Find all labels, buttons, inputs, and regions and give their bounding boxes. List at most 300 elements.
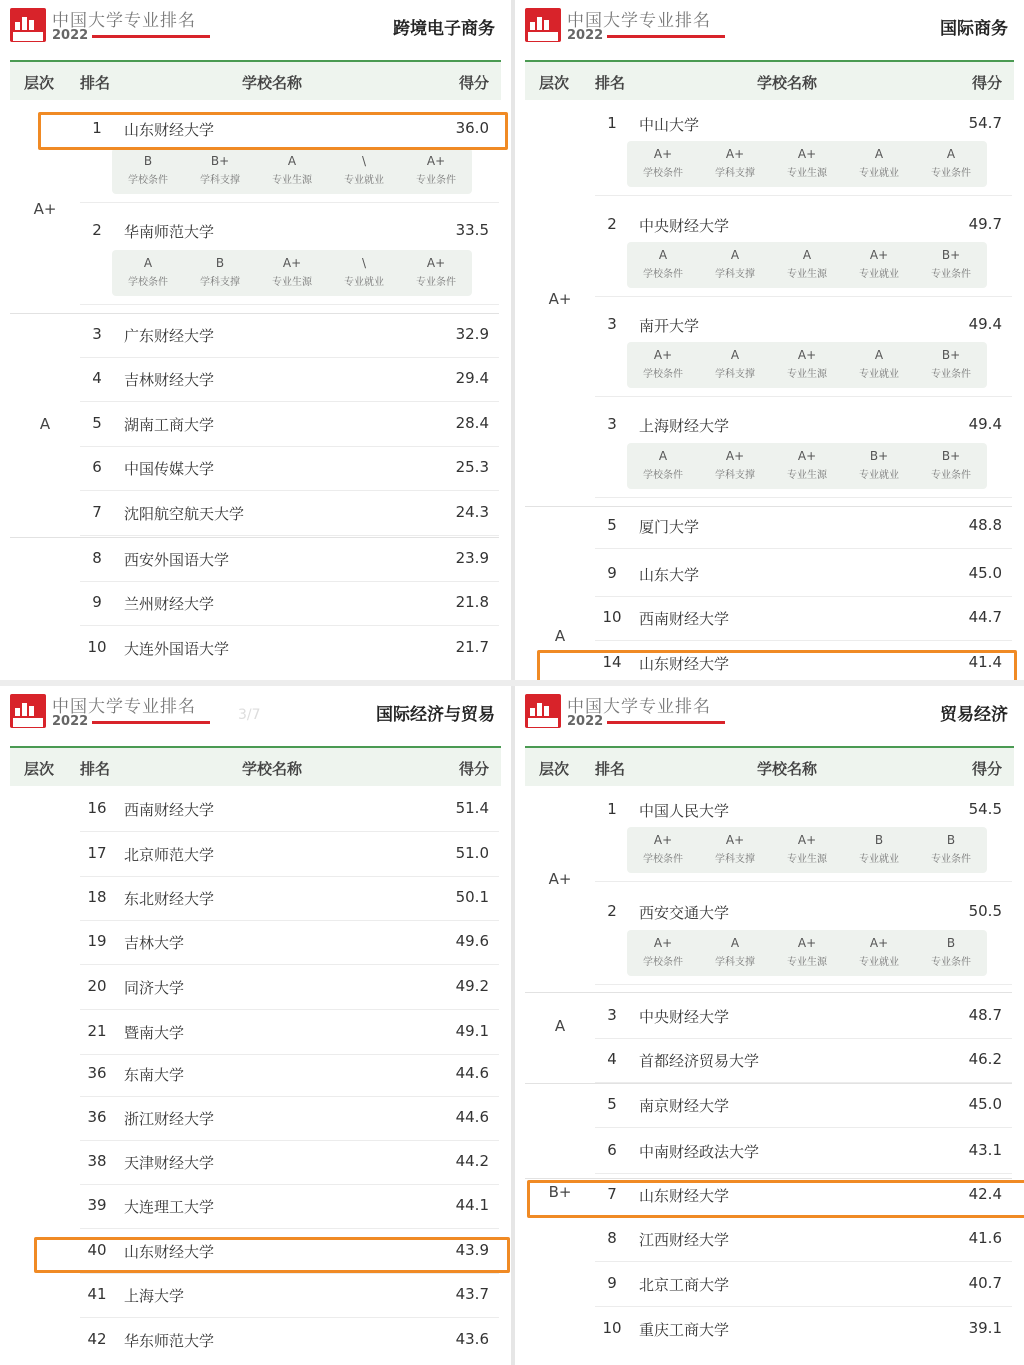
indicator-school [112, 256, 184, 288]
school-name: 天津财经大学 [124, 1154, 215, 1172]
school-score: 50.1 [455, 888, 489, 906]
brand-underline [607, 35, 725, 38]
school-name: 山东财经大学 [124, 1243, 215, 1261]
indicator-grade: B [215, 256, 225, 270]
indicator-grade: B+ [869, 449, 889, 463]
school-score: 32.9 [455, 325, 489, 343]
sub-indicator-card [627, 242, 987, 288]
indicator-grade: B [874, 833, 884, 847]
school-score: 48.8 [968, 516, 1002, 534]
ranking-row[interactable] [595, 1038, 1012, 1082]
logo-bar [15, 22, 20, 30]
indicator-grade: A+ [797, 936, 817, 950]
indicator-label: 学校条件 [643, 854, 683, 865]
logo-tag [528, 32, 558, 41]
school-score: 42.4 [968, 1185, 1002, 1203]
indicator-school [627, 936, 699, 968]
indicator-label: 专业就业 [344, 277, 384, 288]
rank-number: 7 [607, 1185, 617, 1203]
ranking-row[interactable] [80, 1140, 499, 1184]
col-name-header: 学校名称 [757, 74, 818, 92]
logo-tag [13, 32, 43, 41]
ranking-row[interactable] [80, 876, 499, 920]
indicator-grade: A+ [797, 449, 817, 463]
major-subject-title: 跨境电子商务 [393, 19, 495, 39]
brand-underline [92, 721, 210, 724]
panel-cross-border-ecommerce [0, 0, 511, 680]
indicator-label: 学校条件 [643, 470, 683, 481]
indicator-grade: A+ [725, 833, 745, 847]
rank-number: 3 [607, 315, 617, 333]
indicator-label: 学校条件 [643, 269, 683, 280]
school-name: 华东师范大学 [124, 1332, 215, 1350]
ranking-row[interactable] [80, 787, 499, 831]
tier-label: A+ [33, 199, 57, 218]
rank-number: 5 [607, 516, 617, 534]
rank-number: 8 [607, 1229, 617, 1247]
logo-bar [544, 706, 549, 716]
ranking-row[interactable] [595, 203, 1012, 247]
ranking-row[interactable] [80, 402, 499, 446]
indicator-discipline [699, 833, 771, 865]
ranking-row[interactable] [595, 1217, 1012, 1261]
rank-number: 10 [87, 638, 107, 656]
rank-number: 9 [92, 593, 102, 611]
rank-number: 6 [92, 458, 102, 476]
ranking-row[interactable] [595, 552, 1012, 596]
school-name: 湖南工商大学 [124, 416, 215, 434]
indicator-label: 专业条件 [416, 277, 456, 288]
indicator-grade: A [730, 248, 740, 262]
ruanke-logo [525, 8, 561, 42]
panel-international-business [515, 0, 1024, 680]
school-name: 江西财经大学 [639, 1231, 730, 1249]
ranking-year: 2022 [567, 714, 604, 729]
school-score: 23.9 [455, 549, 489, 567]
ranking-row[interactable] [595, 1262, 1012, 1306]
ranking-row[interactable] [595, 1129, 1012, 1173]
col-rank-header: 排名 [595, 74, 626, 92]
indicator-label: 专业就业 [859, 269, 899, 280]
ranking-row[interactable] [80, 209, 499, 253]
indicator-grade: B+ [941, 248, 961, 262]
ranking-row[interactable] [595, 788, 1012, 832]
sub-indicator-card [627, 443, 987, 489]
indicator-label: 专业生源 [272, 277, 312, 288]
school-score: 24.3 [455, 503, 489, 521]
indicator-label: 专业条件 [416, 175, 456, 186]
brand-title: 中国大学专业排名 [52, 697, 196, 717]
highlight-box [34, 1237, 510, 1273]
rank-number: 3 [607, 415, 617, 433]
school-name: 首都经济贸易大学 [639, 1052, 760, 1070]
ranking-row[interactable] [595, 504, 1012, 548]
indicator-conditions [915, 348, 987, 380]
indicator-conditions [400, 256, 472, 288]
brand-title: 中国大学专业排名 [567, 697, 711, 717]
indicator-label: 学科支撑 [715, 470, 755, 481]
row-divider [80, 202, 499, 203]
school-score: 28.4 [455, 414, 489, 432]
ranking-row[interactable] [80, 357, 499, 401]
rank-number: 17 [87, 844, 107, 862]
rank-number: 36 [87, 1064, 107, 1082]
indicator-grade: A+ [797, 348, 817, 362]
indicator-grade: A [874, 348, 884, 362]
indicator-label: 学科支撑 [715, 168, 755, 179]
school-name: 华南师范大学 [124, 223, 215, 241]
ranking-row[interactable] [80, 446, 499, 490]
ranking-year: 2022 [567, 28, 604, 43]
indicator-label: 专业就业 [859, 957, 899, 968]
row-divider [80, 535, 499, 536]
school-score: 36.0 [455, 119, 489, 137]
sub-indicator-card [112, 148, 472, 194]
indicator-grade: B+ [210, 154, 230, 168]
school-name: 上海大学 [124, 1287, 185, 1305]
ranking-header [0, 0, 511, 58]
indicator-grade: A+ [797, 147, 817, 161]
indicator-source [771, 147, 843, 179]
school-name: 中南财经政法大学 [639, 1143, 760, 1161]
logo-bar [544, 20, 549, 30]
ranking-row[interactable] [80, 1010, 499, 1054]
school-score: 49.4 [968, 315, 1002, 333]
school-name: 中央财经大学 [639, 217, 730, 235]
rank-number: 8 [92, 549, 102, 567]
ranking-row[interactable] [80, 537, 499, 581]
rank-number: 41 [87, 1285, 107, 1303]
rank-number: 9 [607, 1274, 617, 1292]
ranking-row[interactable] [595, 994, 1012, 1038]
school-score: 45.0 [968, 564, 1002, 582]
ranking-row[interactable] [595, 303, 1012, 347]
highlight-box [537, 650, 1017, 680]
indicator-grade: A+ [869, 248, 889, 262]
ranking-row[interactable] [80, 965, 499, 1009]
school-score: 49.4 [968, 415, 1002, 433]
indicator-label: 专业条件 [931, 369, 971, 380]
school-name: 南开大学 [639, 317, 700, 335]
school-score: 41.4 [968, 653, 1002, 671]
tier-label: A [554, 627, 566, 645]
indicator-label: 专业生源 [787, 369, 827, 380]
indicator-employment [843, 833, 915, 865]
indicator-source [771, 348, 843, 380]
indicator-grade: \ [361, 154, 367, 168]
school-score: 44.7 [968, 608, 1002, 626]
school-score: 29.4 [455, 369, 489, 387]
indicator-label: 学科支撑 [200, 175, 240, 186]
school-name: 沈阳航空航天大学 [124, 505, 245, 523]
rank-number: 14 [602, 653, 622, 671]
school-name: 西南财经大学 [639, 610, 730, 628]
rank-number: 2 [92, 221, 102, 239]
indicator-discipline [699, 449, 771, 481]
brand-title: 中国大学专业排名 [52, 11, 196, 31]
indicator-label: 学校条件 [643, 369, 683, 380]
ranking-row[interactable] [80, 313, 499, 357]
ranking-header [515, 686, 1024, 744]
indicator-grade: \ [361, 256, 367, 270]
school-score: 43.1 [968, 1141, 1002, 1159]
col-rank-header: 排名 [80, 760, 111, 778]
school-name: 北京工商大学 [639, 1276, 730, 1294]
col-score-header: 得分 [458, 74, 489, 92]
sub-indicator-card [627, 827, 987, 873]
indicator-grade: B+ [941, 348, 961, 362]
school-name: 西安交通大学 [639, 904, 730, 922]
indicator-grade: A+ [725, 449, 745, 463]
rank-number: 1 [607, 114, 617, 132]
school-score: 50.5 [968, 902, 1002, 920]
school-name: 山东财经大学 [124, 121, 215, 139]
indicator-grade: B+ [941, 449, 961, 463]
col-score-header: 得分 [458, 760, 489, 778]
logo-bar [530, 22, 535, 30]
school-name: 中山大学 [639, 116, 700, 134]
rank-number: 16 [87, 799, 107, 817]
ranking-year: 2022 [52, 28, 89, 43]
school-name: 大连外国语大学 [124, 640, 230, 658]
indicator-school [112, 154, 184, 186]
rank-number: 2 [607, 215, 617, 233]
indicator-conditions [400, 154, 472, 186]
school-name: 浙江财经大学 [124, 1110, 215, 1128]
ranking-row[interactable] [80, 1052, 499, 1096]
col-score-header: 得分 [971, 74, 1002, 92]
rank-number: 18 [87, 888, 107, 906]
logo-bar [537, 17, 542, 30]
indicator-label: 学科支撑 [715, 369, 755, 380]
indicator-conditions [915, 449, 987, 481]
tier-label: A [554, 1017, 566, 1035]
school-name: 西安外国语大学 [124, 551, 230, 569]
school-score: 49.2 [455, 977, 489, 995]
tier-label: A+ [548, 290, 572, 308]
school-name: 东北财经大学 [124, 890, 215, 908]
indicator-label: 学校条件 [128, 277, 168, 288]
indicator-discipline [699, 248, 771, 280]
ranking-row[interactable] [80, 1273, 499, 1317]
brand-title: 中国大学专业排名 [567, 11, 711, 31]
col-rank-header: 排名 [80, 74, 111, 92]
indicator-discipline [184, 154, 256, 186]
logo-bar [15, 708, 20, 716]
logo-bar [22, 17, 27, 30]
col-name-header: 学校名称 [242, 74, 303, 92]
indicator-label: 专业生源 [787, 957, 827, 968]
page-indicator: 3/7 [238, 707, 261, 723]
school-score: 54.7 [968, 114, 1002, 132]
ranking-row[interactable] [80, 1184, 499, 1228]
school-name: 同济大学 [124, 979, 185, 997]
rank-number: 7 [92, 503, 102, 521]
panel-international-trade [0, 686, 511, 1365]
ranking-row[interactable] [80, 1318, 499, 1362]
indicator-discipline [699, 936, 771, 968]
school-name: 吉林大学 [124, 934, 185, 952]
indicator-label: 学科支撑 [200, 277, 240, 288]
ranking-row[interactable] [80, 626, 499, 670]
ranking-row[interactable] [595, 1307, 1012, 1351]
school-name: 大连理工大学 [124, 1198, 215, 1216]
school-score: 43.7 [455, 1285, 489, 1303]
col-score-header: 得分 [971, 760, 1002, 778]
row-divider [595, 497, 1012, 498]
school-score: 44.2 [455, 1152, 489, 1170]
logo-bar [530, 708, 535, 716]
indicator-source [256, 154, 328, 186]
rank-number: 5 [92, 414, 102, 432]
indicator-label: 学科支撑 [715, 269, 755, 280]
school-score: 41.6 [968, 1229, 1002, 1247]
indicator-label: 专业条件 [931, 957, 971, 968]
table-header [10, 746, 501, 786]
indicator-label: 专业就业 [859, 470, 899, 481]
school-name: 吉林财经大学 [124, 371, 215, 389]
col-tier-header: 层次 [24, 760, 55, 778]
brand-underline [607, 721, 725, 724]
rank-number: 5 [607, 1095, 617, 1113]
indicator-label: 专业条件 [931, 470, 971, 481]
highlight-box [527, 1180, 1024, 1218]
school-name: 东南大学 [124, 1066, 185, 1084]
rank-number: 9 [607, 564, 617, 582]
rank-number: 10 [602, 1319, 622, 1337]
indicator-grade: B [143, 154, 153, 168]
rank-number: 36 [87, 1108, 107, 1126]
table-header [525, 60, 1014, 100]
indicator-grade: A [287, 154, 297, 168]
school-name: 山东大学 [639, 566, 700, 584]
school-score: 43.6 [455, 1330, 489, 1348]
ranking-header [515, 0, 1024, 58]
col-tier-header: 层次 [539, 74, 570, 92]
logo-bar [537, 703, 542, 716]
indicator-school [627, 147, 699, 179]
indicator-conditions [915, 936, 987, 968]
indicator-grade: A+ [725, 147, 745, 161]
ranking-row[interactable] [80, 920, 499, 964]
school-name: 中国人民大学 [639, 802, 730, 820]
ruanke-logo [10, 694, 46, 728]
rank-number: 10 [602, 608, 622, 626]
indicator-label: 专业生源 [787, 168, 827, 179]
logo-bar [29, 706, 34, 716]
indicator-grade: A [730, 936, 740, 950]
highlight-box [38, 112, 508, 150]
indicator-employment [843, 248, 915, 280]
indicator-conditions [915, 248, 987, 280]
ranking-row[interactable] [80, 1096, 499, 1140]
indicator-label: 专业条件 [931, 269, 971, 280]
indicator-discipline [699, 348, 771, 380]
ranking-row[interactable] [595, 890, 1012, 934]
indicator-label: 学校条件 [643, 168, 683, 179]
row-divider [595, 1127, 1012, 1128]
indicator-grade: A+ [653, 348, 673, 362]
logo-bar [29, 20, 34, 30]
school-score: 21.8 [455, 593, 489, 611]
rank-number: 4 [607, 1050, 617, 1068]
ranking-row[interactable] [595, 403, 1012, 447]
school-name: 上海财经大学 [639, 417, 730, 435]
sub-indicator-card [627, 930, 987, 976]
school-score: 43.9 [455, 1241, 489, 1259]
indicator-employment [843, 936, 915, 968]
indicator-label: 专业生源 [787, 854, 827, 865]
indicator-grade: A+ [653, 936, 673, 950]
indicator-label: 专业就业 [859, 854, 899, 865]
indicator-school [627, 348, 699, 380]
indicator-label: 专业生源 [272, 175, 312, 186]
rank-number: 3 [92, 325, 102, 343]
rank-number: 38 [87, 1152, 107, 1170]
rank-number: 40 [87, 1241, 107, 1259]
indicator-grade: B [946, 833, 956, 847]
school-name: 广东财经大学 [124, 327, 215, 345]
school-score: 44.6 [455, 1064, 489, 1082]
school-score: 45.0 [968, 1095, 1002, 1113]
indicator-grade: A [946, 147, 956, 161]
school-score: 51.0 [455, 844, 489, 862]
school-name: 西南财经大学 [124, 801, 215, 819]
table-header [10, 60, 501, 100]
indicator-school [627, 449, 699, 481]
indicator-grade: A+ [653, 147, 673, 161]
tier-label: B+ [548, 1183, 572, 1201]
ranking-row[interactable] [595, 102, 1012, 146]
school-name: 北京师范大学 [124, 846, 215, 864]
ranking-row[interactable] [80, 832, 499, 876]
rank-number: 1 [92, 119, 102, 137]
sub-indicator-card [627, 141, 987, 187]
indicator-grade: A [802, 248, 812, 262]
rank-number: 6 [607, 1141, 617, 1159]
indicator-source [771, 833, 843, 865]
indicator-employment [328, 154, 400, 186]
school-name: 厦门大学 [639, 518, 700, 536]
school-name: 兰州财经大学 [124, 595, 215, 613]
ranking-row[interactable] [80, 581, 499, 625]
indicator-school [627, 248, 699, 280]
indicator-employment [843, 449, 915, 481]
row-divider [595, 396, 1012, 397]
rank-number: 39 [87, 1196, 107, 1214]
rank-number: 3 [607, 1006, 617, 1024]
rank-number: 42 [87, 1330, 107, 1348]
ruanke-logo [525, 694, 561, 728]
school-name: 中央财经大学 [639, 1008, 730, 1026]
tier-label: A+ [548, 870, 572, 888]
indicator-grade: A+ [282, 256, 302, 270]
school-name: 重庆工商大学 [639, 1321, 730, 1339]
col-tier-header: 层次 [539, 760, 570, 778]
ranking-row[interactable] [595, 596, 1012, 640]
ranking-row[interactable] [595, 1083, 1012, 1127]
indicator-conditions [915, 147, 987, 179]
brand-underline [92, 35, 210, 38]
col-tier-header: 层次 [24, 74, 55, 92]
school-score: 48.7 [968, 1006, 1002, 1024]
ranking-row[interactable] [80, 491, 499, 535]
indicator-label: 专业条件 [931, 854, 971, 865]
school-score: 44.6 [455, 1108, 489, 1126]
logo-tag [528, 718, 558, 727]
logo-tag [13, 718, 43, 727]
tier-label: A [39, 415, 51, 433]
